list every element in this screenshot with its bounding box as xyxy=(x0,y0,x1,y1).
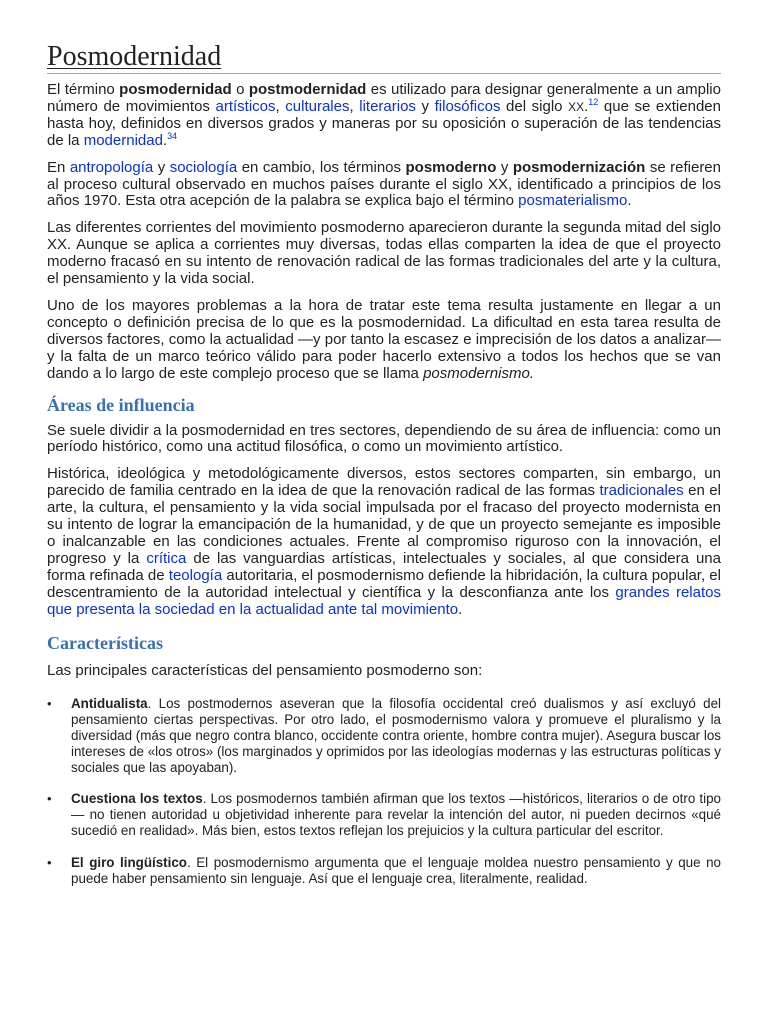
historical-paragraph xyxy=(47,466,721,618)
link-literarios[interactable]: literarios xyxy=(359,97,416,115)
link-sociologia[interactable]: sociología xyxy=(169,158,238,176)
text: se refieren al proceso cultural observado en muchos países durante el siglo XX, identificado a principios de los años 1970. Esta otra acepción de la palabra se explica bajo el término xyxy=(47,158,721,210)
item-term: Cuestiona los textos xyxy=(71,791,203,807)
link-artisticos[interactable]: artísticos xyxy=(215,97,276,115)
text: en el arte, la cultura, el pensamiento y la vida social impulsada por el fracaso del proyecto modernista en su intento de lograr la emancipación de la humanidad, y de que un proyecto semejante es imposible o inalcanzable en las condiciones actuales. Frente al compromiso riguroso con la innovación, el progreso y la xyxy=(47,482,721,567)
page-title-text: Posmodernidad xyxy=(47,41,222,72)
link-posmaterialismo[interactable]: posmaterialismo xyxy=(518,192,628,210)
text: o xyxy=(231,81,249,98)
text: y xyxy=(153,158,170,176)
link-antropologia[interactable]: antropología xyxy=(69,158,154,176)
text: autoritaria, el posmodernismo defiende la hibridación, la cultura popular, el descentramiento de la autoridad intelectual y científica y la desconfianza ante los xyxy=(47,566,721,601)
list-item xyxy=(47,696,721,775)
link-tradicionales[interactable]: tradicionales xyxy=(599,482,684,500)
link-grandes-relatos[interactable]: grandes relatos que presenta la sociedad en la actualidad ante tal movimiento xyxy=(47,583,721,618)
item-text: . Los posmodernos también afirman que los textos —históricos, literarios o de otro tipo— no tienen autoridad u objetividad inherente para revelar la intención del autor, ni pueden decirnos «qué sucedió en realidad». Más bien, estos textos reflejan los prejuicios y la cultura particular del escritor. xyxy=(71,791,721,838)
text: es utilizado para designar generalmente a un amplio número de movimientos xyxy=(47,81,721,115)
link-critica[interactable]: crítica xyxy=(146,549,187,567)
bullet-icon: • xyxy=(47,696,52,712)
text: . xyxy=(584,97,589,115)
link-culturales[interactable]: culturales xyxy=(285,97,350,115)
text: . xyxy=(458,600,463,618)
characteristics-intro: Las principales características del pensamiento posmoderno son: xyxy=(47,662,483,680)
text: , xyxy=(275,97,286,115)
bullet-icon: • xyxy=(47,854,52,870)
item-text: . Los postmodernos aseveran que la filosofía occidental creó dualismos y así excluyó del pensamiento ciertas perspectivas. Por otro lado, el posmodernismo valora y promueve el pluralismo y la diversidad (más que negro contra blanco, occidente contra oriente, hombre contra mujer). Asegura buscar los intereses de «los otros» (los marginados y oprimidos por las ideologías modernas y las estructuras políticas y sociales que las apoyaban). xyxy=(71,696,721,775)
reference-superscript[interactable]: 34 xyxy=(167,130,178,141)
problems-paragraph xyxy=(47,298,721,383)
text: que se extienden hasta hoy, definidos en diversos grados y maneras por su oposición o superación de las tendencias de la xyxy=(47,97,721,149)
page-title xyxy=(47,0,721,74)
anthropology-paragraph xyxy=(47,160,721,211)
text: . xyxy=(627,192,632,210)
bold-term: postmodernidad xyxy=(248,81,367,98)
item-term: El giro lingüístico xyxy=(71,854,187,870)
list-item xyxy=(47,791,721,838)
item-text: . El posmodernismo argumenta que el lenguaje moldea nuestro pensamiento y que no puede haber pensamiento sin lenguaje. Así que el lenguaje crea, literalmente, realidad. xyxy=(71,854,721,886)
link-filosoficos[interactable]: filosóficos xyxy=(434,97,501,115)
text: en cambio, los términos xyxy=(237,158,406,176)
link-modernidad[interactable]: modernidad xyxy=(83,131,163,149)
characteristics-list xyxy=(47,696,721,886)
text: Uno de los mayores problemas a la hora de tratar este tema resulta justamente en llegar a un concepto o definición precisa de lo que es la posmodernidad. La dificultad en esta tarea resulta de diversos factores, como la actualidad —y por tanto la escasez e imprecisión de los datos a analizar— y la falta de un marco teórico válido para poder hacerlo extensivo a todos los hechos que se van dando a lo largo de este complejo proceso que se llama xyxy=(47,296,721,382)
text: de las vanguardias artísticas, intelectuales y sociales, al que considera una forma refinada de xyxy=(47,549,721,584)
currents-paragraph: Las diferentes corrientes del movimiento posmoderno aparecieron durante la segunda mitad del siglo XX. Aunque se aplica a corrientes muy diversas, todas ellas comparten la idea de que el proyecto moderno fracasó en su intento de renovación radical de las formas tradicionales del arte y la cultura, el pensamiento y la vida social. xyxy=(47,219,721,288)
reference-superscript[interactable]: 12 xyxy=(588,96,599,107)
text: y xyxy=(496,158,513,176)
bold-term: posmodernidad xyxy=(119,81,232,98)
bold-term: posmoderno xyxy=(405,158,497,176)
text: Histórica, ideológica y metodológicamente diversos, estos sectores comparten, sin embargo, un parecido de familia centrado en la idea de que la renovación radical de las formas xyxy=(47,465,721,500)
text: del siglo xyxy=(500,97,569,115)
section-heading-areas: Áreas de influencia xyxy=(47,394,195,415)
italic-term: posmodernismo. xyxy=(423,364,534,382)
intro-paragraph xyxy=(47,82,721,150)
link-teologia[interactable]: teología xyxy=(168,566,223,584)
bullet-icon: • xyxy=(47,791,52,807)
text: y xyxy=(415,97,435,115)
text: , xyxy=(349,97,360,115)
text: En xyxy=(47,158,70,176)
small-caps-text: XX xyxy=(568,99,585,114)
list-item xyxy=(47,855,721,887)
sectors-paragraph: Se suele dividir a la posmodernidad en tres sectores, dependiendo de su área de influencia: como un período histórico, como una actitud filosófica, o como un movimiento artístico. xyxy=(47,421,721,456)
item-term: Antidualista xyxy=(71,696,148,712)
bold-term: posmodernización xyxy=(512,158,646,176)
text: El término xyxy=(47,81,120,98)
section-heading-caracteristicas: Características xyxy=(47,633,163,654)
text: . xyxy=(162,131,168,149)
